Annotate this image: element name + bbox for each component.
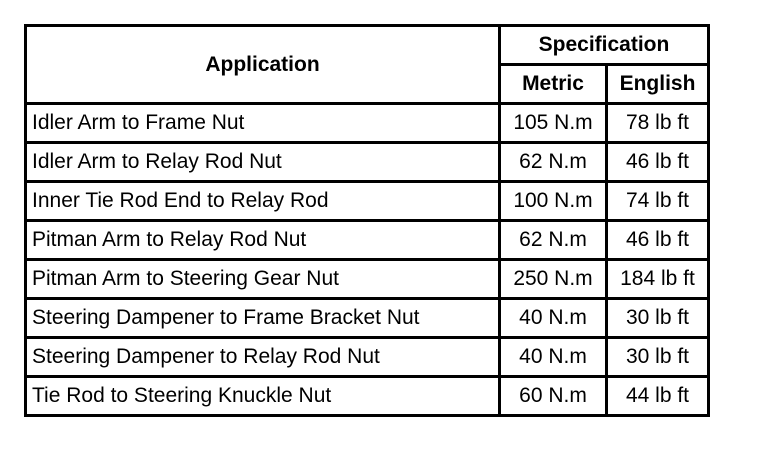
table-row xyxy=(26,104,709,143)
application-cell: Inner Tie Rod End to Relay Rod xyxy=(26,182,500,221)
metric-cell: 100 N.m xyxy=(500,182,607,221)
table-row xyxy=(26,260,709,299)
english-header: English xyxy=(607,65,709,104)
english-cell: 184 lb ft xyxy=(607,260,709,299)
table-row xyxy=(26,377,709,416)
application-header: Application xyxy=(26,26,500,104)
english-cell: 78 lb ft xyxy=(607,104,709,143)
table-row xyxy=(26,338,709,377)
table-row xyxy=(26,182,709,221)
application-cell: Steering Dampener to Frame Bracket Nut xyxy=(26,299,500,338)
english-cell: 74 lb ft xyxy=(607,182,709,221)
english-cell: 46 lb ft xyxy=(607,221,709,260)
metric-cell: 105 N.m xyxy=(500,104,607,143)
metric-cell: 250 N.m xyxy=(500,260,607,299)
metric-cell: 62 N.m xyxy=(500,221,607,260)
metric-header: Metric xyxy=(500,65,607,104)
metric-cell: 62 N.m xyxy=(500,143,607,182)
english-cell: 44 lb ft xyxy=(607,377,709,416)
application-cell: Idler Arm to Frame Nut xyxy=(26,104,500,143)
metric-cell: 60 N.m xyxy=(500,377,607,416)
english-cell: 30 lb ft xyxy=(607,299,709,338)
application-cell: Tie Rod to Steering Knuckle Nut xyxy=(26,377,500,416)
english-cell: 46 lb ft xyxy=(607,143,709,182)
metric-cell: 40 N.m xyxy=(500,338,607,377)
header-row xyxy=(26,26,709,65)
application-cell: Pitman Arm to Relay Rod Nut xyxy=(26,221,500,260)
table-row xyxy=(26,299,709,338)
application-cell: Idler Arm to Relay Rod Nut xyxy=(26,143,500,182)
english-cell: 30 lb ft xyxy=(607,338,709,377)
metric-cell: 40 N.m xyxy=(500,299,607,338)
table-row xyxy=(26,143,709,182)
application-cell: Steering Dampener to Relay Rod Nut xyxy=(26,338,500,377)
specification-header: Specification xyxy=(500,26,709,65)
application-cell: Pitman Arm to Steering Gear Nut xyxy=(26,260,500,299)
table-row xyxy=(26,221,709,260)
torque-spec-table xyxy=(24,24,710,417)
